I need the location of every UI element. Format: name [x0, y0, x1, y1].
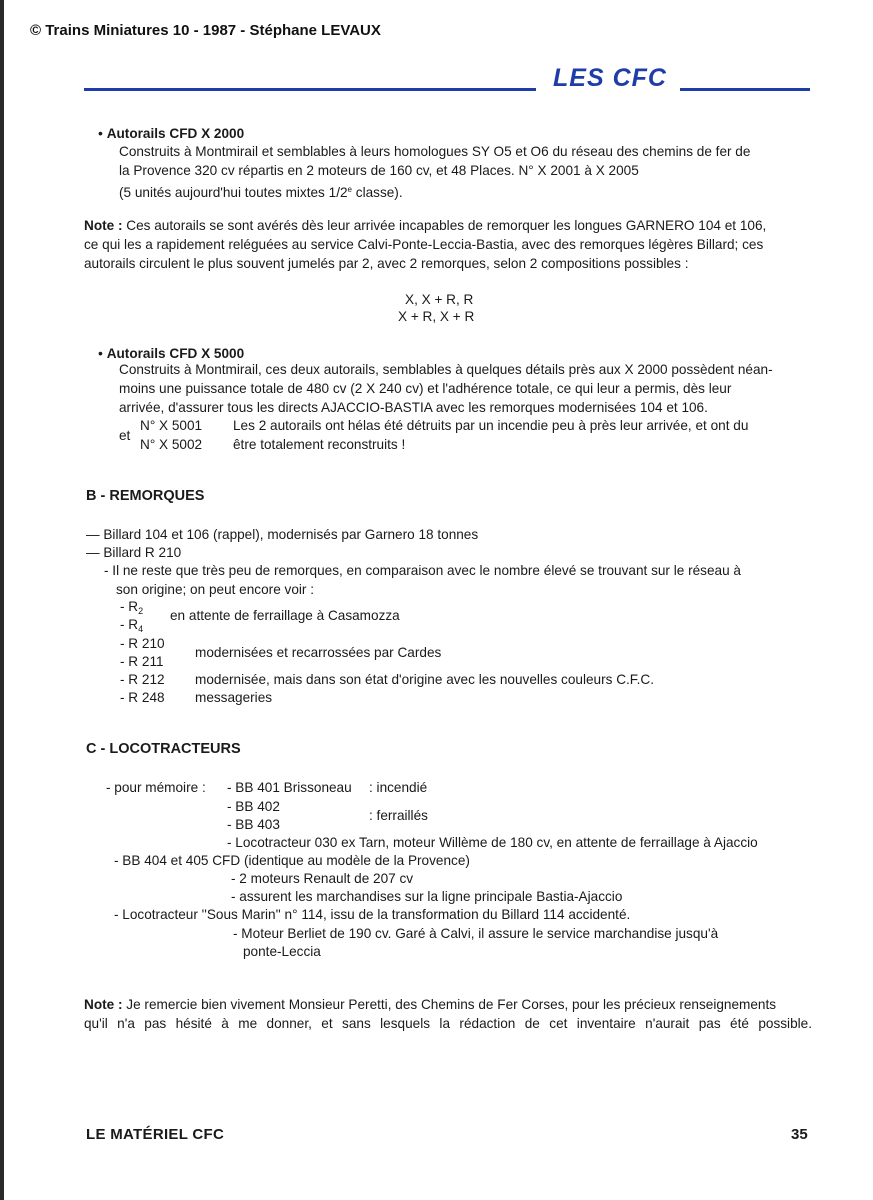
copyright-notice: © Trains Miniatures 10 - 1987 - Stéphane LEVAUX [30, 22, 381, 39]
remorque-r212: - R 212 [120, 672, 165, 687]
note1-paragraph [84, 216, 812, 273]
note2-line [84, 995, 812, 1014]
loco-bb401-status: : incendié [369, 780, 428, 795]
loco-bb404: - BB 404 et 405 CFD (identique au modèle de la Provence) [114, 853, 470, 868]
remorque-item: — Billard 104 et 106 (rappel), modernisés par Garnero 18 tonnes [86, 527, 479, 542]
x5000-body [119, 360, 812, 417]
header-rule-left [84, 88, 536, 91]
x2000-sup: e [347, 185, 352, 194]
x2000-title: Autorails CFD X 2000 [106, 126, 245, 141]
note1-line: ce qui les a rapidement reléguées au service Calvi-Ponte-Leccia-Bastia, avec des remorques légères Billard; ces [84, 237, 764, 252]
x2000-body [119, 142, 812, 202]
loco-berliet: - Moteur Berliet de 190 cv. Garé à Calvi, il assure le service marchandise jusqu'à [233, 926, 719, 941]
remorque-intro-line: son origine; on peut encore voir : [116, 582, 314, 597]
r4-label: - R [120, 617, 139, 632]
loco-tarn: - Locotracteur 030 ex Tarn, moteur Willème de 180 cv, en attente de ferraillage à Ajaccio [227, 835, 758, 850]
r2-label: - R [120, 599, 139, 614]
x5000-title: Autorails CFD X 5000 [106, 346, 245, 361]
note1-label: Note : [84, 218, 123, 233]
r2-sub: 2 [138, 606, 144, 616]
loco-bb402-403-status: : ferraillés [369, 808, 428, 823]
x5000-fate-1: Les 2 autorails ont hélas été détruits par un incendie peu à près leur arrivée, et ont du [233, 418, 749, 433]
x2000-line: la Provence 320 cv répartis en 2 moteurs de 160 cv, et 48 Places. N° X 2001 à X 2005 [119, 163, 639, 178]
x5000-number-1: N° X 5001 [140, 418, 203, 433]
x2000-line: Construits à Montmirail et semblables à leurs homologues SY O5 et O6 du réseau des chemins de fer de [119, 144, 751, 159]
x2000-line3-end: classe). [352, 185, 403, 200]
loco-memo: - pour mémoire : [106, 780, 206, 795]
remorque-r210: - R 210 [120, 636, 165, 651]
loco-bb402: - BB 402 [227, 799, 280, 814]
x2000-title-row [98, 124, 244, 143]
remorque-r212-status: modernisée, mais dans son état d'origine avec les nouvelles couleurs C.F.C. [195, 672, 654, 687]
remorque-r248-status: messageries [195, 690, 273, 705]
note1-text: Ces autorails se sont avérés dès leur arrivée incapables de remorquer les longues GARNERO 104 et 106, [122, 218, 767, 233]
bullet-icon: • [98, 125, 103, 141]
remorques-heading: B - REMORQUES [86, 488, 205, 504]
r4-sub: 4 [138, 624, 144, 634]
remorque-r211: - R 211 [120, 654, 164, 669]
note1-line: autorails circulent le plus souvent jumelés par 2, avec 2 remorques, selon 2 compositions possibles : [84, 256, 689, 271]
remorque-item: — Billard R 210 [86, 545, 182, 560]
note2-text: Je remercie bien vivement Monsieur Peretti, des Chemins de Fer Corses, pour les précieux renseignements [122, 997, 777, 1012]
remorque-intro-line: - Il ne reste que très peu de remorques, en comparaison avec le nombre élevé se trouvant sur le réseau à [104, 563, 741, 578]
x5000-number-2: N° X 5002 [140, 437, 203, 452]
note2-line: qu'il n'a pas hésité à me donner, et sans lesquels la rédaction de cet inventaire n'aurait pas été possible. [84, 1016, 812, 1031]
composition-1: X, X + R, R [405, 292, 474, 307]
x5000-line: arrivée, d'assurer tous les directs AJACCIO-BASTIA avec les remorques modernisées 104 et 106. [119, 400, 708, 415]
remorque-r2-r4-status: en attente de ferraillage à Casamozza [170, 608, 400, 623]
x2000-line3-text: (5 unités aujourd'hui toutes mixtes 1/2 [119, 185, 348, 200]
loco-bb404-detail: - assurent les marchandises sur la ligne principale Bastia-Ajaccio [231, 889, 623, 904]
remorque-r248: - R 248 [120, 690, 165, 705]
loco-bb404-detail: - 2 moteurs Renault de 207 cv [231, 871, 414, 886]
bullet-icon: • [98, 345, 103, 361]
x2000-line [119, 180, 812, 202]
x5000-line: Construits à Montmirail, ces deux autorails, semblables à quelques détails près aux X 2000 possèdent néan- [119, 362, 773, 377]
loco-bb401: - BB 401 Brissoneau [227, 780, 352, 795]
page-edge [0, 0, 4, 1200]
loco-bb403: - BB 403 [227, 817, 280, 832]
note1-line [84, 216, 812, 235]
note2-label: Note : [84, 997, 123, 1012]
header-rule-right [680, 88, 810, 91]
remorque-intro [104, 561, 812, 599]
note2-paragraph [84, 995, 812, 1033]
section-title: LES CFC [553, 64, 667, 92]
x5000-fate-2: être totalement reconstruits ! [233, 437, 406, 452]
remorque-r210-r211-status: modernisées et recarrossées par Cardes [195, 645, 442, 660]
x5000-line: moins une puissance totale de 480 cv (2 X 240 cv) et l'adhérence totale, ce qui leur a permis, dès leur [119, 381, 732, 396]
page-number: 35 [791, 1126, 808, 1143]
footer-title: LE MATÉRIEL CFC [86, 1126, 225, 1143]
loco-sous-marin: - Locotracteur ''Sous Marin'' n° 114, issu de la transformation du Billard 114 accidenté. [114, 907, 631, 922]
x5000-et: et [119, 428, 131, 443]
loco-berliet: ponte-Leccia [243, 944, 321, 959]
locotracteurs-heading: C - LOCOTRACTEURS [86, 741, 241, 757]
composition-2: X + R, X + R [398, 309, 475, 324]
